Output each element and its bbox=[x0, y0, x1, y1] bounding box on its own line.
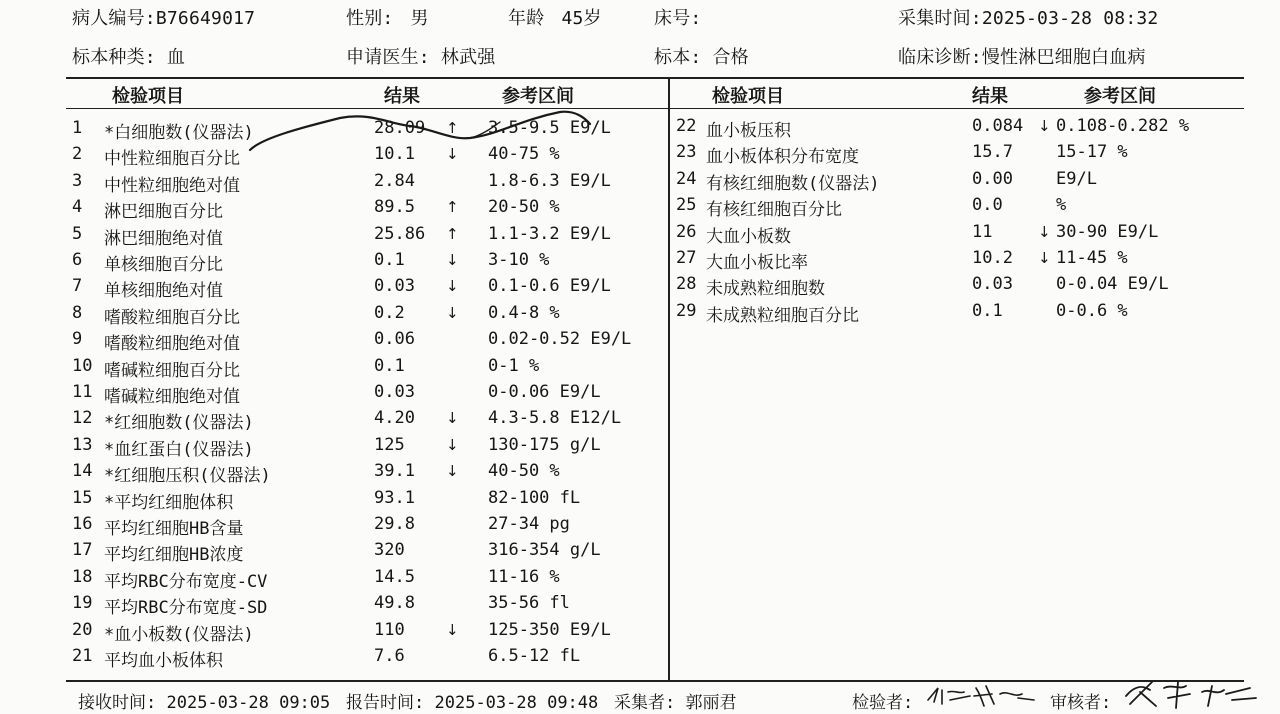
result-value: 25.86 bbox=[374, 223, 426, 244]
item-name: 嗜酸粒细胞百分比 bbox=[104, 307, 240, 328]
left-col-item-header: 检验项目 bbox=[112, 86, 184, 107]
abnormal-flag-icon: ↓ bbox=[446, 435, 459, 454]
reference-range: % bbox=[1056, 195, 1067, 216]
reference-range: 20-50 % bbox=[488, 197, 560, 218]
table-row bbox=[72, 620, 662, 644]
item-name: *白细胞数(仪器法) bbox=[104, 123, 254, 143]
receive-time-value: 2025-03-28 09:05 bbox=[166, 693, 331, 713]
row-number: 19 bbox=[72, 593, 93, 614]
bed-label: 床号: bbox=[654, 8, 702, 29]
row-number: 2 bbox=[72, 144, 83, 165]
table-row bbox=[72, 435, 662, 459]
diagnosis-field bbox=[898, 43, 1146, 69]
row-number: 8 bbox=[72, 302, 83, 323]
result-value: 93.1 bbox=[374, 487, 415, 508]
item-name: 未成熟粒细胞数 bbox=[706, 279, 825, 300]
result-value: 0.2 bbox=[374, 302, 405, 323]
row-number: 6 bbox=[72, 250, 83, 270]
abnormal-flag-icon: ↓ bbox=[1038, 117, 1051, 135]
item-name: 单核细胞百分比 bbox=[104, 255, 223, 275]
reference-range: 3.5-9.5 E9/L bbox=[488, 118, 611, 138]
abnormal-flag-icon: ↓ bbox=[446, 277, 459, 296]
abnormal-flag-icon: ↓ bbox=[1038, 222, 1051, 241]
item-name: 嗜碱粒细胞绝对值 bbox=[104, 387, 240, 407]
report-time-label: 报告时间: bbox=[346, 693, 425, 713]
reference-range: 0-1 % bbox=[488, 355, 540, 376]
table-row bbox=[72, 408, 662, 432]
reference-range: 0-0.04 E9/L bbox=[1056, 274, 1169, 295]
result-value: 10.2 bbox=[972, 248, 1013, 268]
table-row bbox=[72, 329, 662, 353]
item-name: 嗜酸粒细胞绝对值 bbox=[104, 334, 240, 355]
result-value: 320 bbox=[374, 540, 405, 561]
reference-range: 11-16 % bbox=[488, 566, 560, 587]
row-number: 18 bbox=[72, 566, 93, 587]
item-name: 平均RBC分布宽度-CV bbox=[104, 571, 268, 592]
diagnosis-label: 临床诊断: bbox=[898, 47, 982, 68]
result-value: 0.1 bbox=[374, 250, 405, 270]
age-value: 45岁 bbox=[561, 8, 602, 29]
receive-time-field bbox=[78, 688, 330, 713]
collect-time-value: 2025-03-28 08:32 bbox=[981, 8, 1159, 29]
reference-range: 4.3-5.8 E12/L bbox=[488, 408, 622, 429]
row-number: 14 bbox=[72, 461, 93, 482]
item-name: 平均红细胞HB含量 bbox=[104, 519, 244, 539]
item-name: 有核红细胞百分比 bbox=[706, 200, 842, 221]
item-name: 淋巴细胞百分比 bbox=[104, 202, 223, 223]
table-row bbox=[676, 222, 1236, 246]
row-number: 17 bbox=[72, 540, 93, 561]
item-name: 大血小板数 bbox=[706, 226, 791, 247]
inspector-signature bbox=[924, 680, 1044, 710]
row-number: 29 bbox=[676, 300, 697, 321]
table-row bbox=[676, 116, 1236, 140]
reference-range: 0-0.06 E9/L bbox=[488, 382, 601, 402]
abnormal-flag-icon: ↓ bbox=[446, 251, 459, 269]
table-row bbox=[72, 646, 662, 670]
result-value: 0.03 bbox=[374, 276, 415, 297]
table-row bbox=[72, 171, 662, 195]
item-name: *红细胞压积(仪器法) bbox=[104, 466, 271, 487]
table-row bbox=[72, 567, 662, 591]
right-col-result-header: 结果 bbox=[972, 86, 1008, 107]
receive-time-label: 接收时间: bbox=[78, 693, 157, 713]
row-number: 25 bbox=[676, 195, 697, 216]
age-field bbox=[508, 4, 602, 30]
item-name: *红细胞数(仪器法) bbox=[104, 413, 254, 434]
row-number: 26 bbox=[676, 221, 697, 242]
result-value: 11 bbox=[972, 221, 993, 242]
row-number: 20 bbox=[72, 619, 93, 640]
row-number: 22 bbox=[676, 116, 697, 136]
result-value: 110 bbox=[374, 619, 405, 640]
table-row bbox=[676, 301, 1236, 325]
header-rule-top bbox=[66, 77, 1244, 79]
reference-range: 130-175 g/L bbox=[488, 434, 601, 455]
result-value: 4.20 bbox=[374, 408, 415, 429]
item-name: 有核红细胞数(仪器法) bbox=[706, 173, 880, 194]
footer-rule bbox=[66, 680, 1244, 682]
collector-value: 郭丽君 bbox=[685, 693, 737, 713]
row-number: 3 bbox=[72, 170, 83, 191]
item-name: 平均红细胞HB浓度 bbox=[104, 545, 244, 566]
collector-field bbox=[614, 688, 737, 713]
item-name: 未成熟粒细胞百分比 bbox=[706, 305, 859, 326]
reference-range: 125-350 E9/L bbox=[488, 619, 611, 640]
result-value: 0.1 bbox=[972, 300, 1003, 321]
reviewer-field bbox=[1050, 688, 1111, 713]
reference-range: 82-100 fL bbox=[488, 487, 581, 508]
row-number: 7 bbox=[72, 276, 83, 297]
table-row bbox=[72, 118, 662, 142]
item-name: 平均RBC分布宽度-SD bbox=[104, 598, 268, 619]
row-number: 11 bbox=[72, 382, 93, 402]
abnormal-flag-icon: ↓ bbox=[446, 303, 459, 322]
row-number: 10 bbox=[72, 355, 93, 376]
abnormal-flag-icon: ↓ bbox=[446, 145, 459, 164]
inspector-label: 检验者: bbox=[852, 693, 914, 713]
bed-field bbox=[654, 4, 701, 30]
reference-range: 1.1-3.2 E9/L bbox=[488, 223, 611, 244]
abnormal-flag-icon: ↓ bbox=[1038, 249, 1051, 267]
table-row bbox=[676, 195, 1236, 219]
inspector-field bbox=[852, 688, 913, 713]
table-row bbox=[676, 169, 1236, 193]
result-value: 0.03 bbox=[972, 274, 1013, 295]
result-value: 49.8 bbox=[374, 593, 415, 614]
patient-id-field bbox=[72, 4, 255, 30]
table-row bbox=[676, 248, 1236, 272]
abnormal-flag-icon: ↑ bbox=[446, 224, 459, 243]
reference-range: 0.02-0.52 E9/L bbox=[488, 329, 632, 350]
row-number: 28 bbox=[676, 274, 697, 295]
collector-label: 采集者: bbox=[614, 693, 676, 713]
result-value: 15.7 bbox=[972, 142, 1013, 163]
abnormal-flag-icon: ↓ bbox=[446, 409, 459, 428]
result-value: 0.00 bbox=[972, 168, 1013, 189]
specimen-status-value: 合格 bbox=[712, 47, 749, 68]
specimen-type-label: 标本种类: bbox=[72, 47, 156, 68]
row-number: 21 bbox=[72, 646, 93, 666]
reference-range: 27-34 pg bbox=[488, 514, 570, 534]
reference-range: 35-56 fl bbox=[488, 593, 570, 614]
sex-value: 男 bbox=[410, 8, 429, 29]
result-value: 7.6 bbox=[374, 646, 405, 666]
result-value: 125 bbox=[374, 434, 405, 455]
result-value: 39.1 bbox=[374, 461, 415, 482]
reference-range: 0.4-8 % bbox=[488, 302, 560, 323]
abnormal-flag-icon: ↑ bbox=[446, 198, 459, 217]
result-value: 28.09 bbox=[374, 118, 426, 138]
reference-range: 316-354 g/L bbox=[488, 540, 601, 561]
reference-range: 11-45 % bbox=[1056, 248, 1128, 268]
row-number: 16 bbox=[72, 514, 93, 534]
sex-label: 性别: bbox=[346, 8, 394, 29]
item-name: 血小板体积分布宽度 bbox=[706, 147, 859, 168]
reference-range: 6.5-12 fL bbox=[488, 646, 581, 666]
result-value: 0.1 bbox=[374, 355, 405, 376]
row-number: 9 bbox=[72, 329, 83, 350]
table-row bbox=[72, 303, 662, 327]
table-row bbox=[72, 461, 662, 485]
table-row bbox=[72, 514, 662, 538]
abnormal-flag-icon: ↓ bbox=[446, 462, 459, 481]
result-value: 89.5 bbox=[374, 197, 415, 218]
result-value: 10.1 bbox=[374, 144, 415, 165]
row-number: 4 bbox=[72, 197, 83, 218]
row-number: 13 bbox=[72, 434, 93, 455]
result-value: 0.03 bbox=[374, 382, 415, 402]
left-col-range-header: 参考区间 bbox=[502, 86, 574, 107]
reference-range: 40-75 % bbox=[488, 144, 560, 165]
reference-range: 30-90 E9/L bbox=[1056, 221, 1159, 242]
specimen-type-value: 血 bbox=[166, 47, 186, 68]
row-number: 15 bbox=[72, 487, 93, 508]
doctor-label: 申请医生: bbox=[346, 47, 430, 68]
table-row bbox=[676, 274, 1236, 298]
item-name: 淋巴细胞绝对值 bbox=[104, 228, 223, 249]
row-number: 12 bbox=[72, 408, 93, 429]
table-row bbox=[72, 488, 662, 512]
row-number: 1 bbox=[72, 118, 83, 138]
doctor-field bbox=[346, 43, 496, 69]
header-rule-bottom bbox=[66, 108, 1244, 109]
table-row bbox=[676, 142, 1236, 166]
result-value: 29.8 bbox=[374, 514, 415, 534]
specimen-status-field bbox=[654, 43, 749, 69]
table-row bbox=[72, 593, 662, 617]
age-label: 年龄 bbox=[508, 8, 545, 29]
reference-range: 3-10 % bbox=[488, 250, 550, 270]
column-divider bbox=[668, 78, 670, 680]
item-name: 嗜碱粒细胞百分比 bbox=[104, 360, 240, 381]
result-value: 14.5 bbox=[374, 566, 415, 587]
row-number: 23 bbox=[676, 142, 697, 163]
report-time-value: 2025-03-28 09:48 bbox=[434, 693, 599, 713]
reference-range: 15-17 % bbox=[1056, 142, 1128, 163]
result-value: 0.06 bbox=[374, 329, 415, 350]
abnormal-flag-icon: ↓ bbox=[446, 620, 459, 639]
table-row bbox=[72, 540, 662, 564]
right-col-item-header: 检验项目 bbox=[712, 86, 784, 107]
result-value: 2.84 bbox=[374, 170, 415, 191]
specimen-status-label: 标本: bbox=[654, 47, 702, 68]
result-value: 0.0 bbox=[972, 195, 1003, 216]
item-name: *血红蛋白(仪器法) bbox=[104, 439, 254, 460]
item-name: 中性粒细胞百分比 bbox=[104, 149, 240, 170]
reviewer-label: 审核者: bbox=[1050, 693, 1112, 713]
report-time-field bbox=[346, 688, 598, 713]
table-row bbox=[72, 144, 662, 168]
reference-range: E9/L bbox=[1056, 168, 1097, 189]
reference-range: 1.8-6.3 E9/L bbox=[488, 170, 611, 191]
sex-field bbox=[346, 4, 429, 30]
item-name: *平均红细胞体积 bbox=[104, 492, 234, 513]
row-number: 24 bbox=[676, 168, 697, 189]
reference-range: 40-50 % bbox=[488, 461, 560, 482]
item-name: 平均血小板体积 bbox=[104, 651, 223, 671]
item-name: 血小板压积 bbox=[706, 121, 791, 141]
collect-time-label: 采集时间: bbox=[898, 8, 982, 29]
patient-id-value: B76649017 bbox=[155, 8, 256, 29]
item-name: 大血小板比率 bbox=[706, 253, 808, 273]
doctor-value: 林武强 bbox=[440, 47, 496, 68]
patient-id-label: 病人编号: bbox=[72, 8, 156, 29]
item-name: *血小板数(仪器法) bbox=[104, 624, 254, 645]
reference-range: 0.108-0.282 % bbox=[1056, 116, 1190, 136]
right-col-range-header: 参考区间 bbox=[1084, 86, 1156, 107]
diagnosis-value: 慢性淋巴细胞白血病 bbox=[981, 47, 1146, 68]
table-row bbox=[72, 197, 662, 221]
left-col-result-header: 结果 bbox=[384, 86, 420, 107]
item-name: 中性粒细胞绝对值 bbox=[104, 175, 240, 196]
item-name: 单核细胞绝对值 bbox=[104, 281, 223, 302]
reference-range: 0-0.6 % bbox=[1056, 300, 1128, 321]
reviewer-signature bbox=[1120, 676, 1260, 712]
abnormal-flag-icon: ↑ bbox=[446, 119, 459, 137]
table-row bbox=[72, 382, 662, 406]
collect-time-field bbox=[898, 4, 1158, 30]
table-row bbox=[72, 224, 662, 248]
table-row bbox=[72, 276, 662, 300]
result-value: 0.084 bbox=[972, 116, 1024, 136]
specimen-type-field bbox=[72, 43, 185, 69]
table-row bbox=[72, 356, 662, 380]
row-number: 5 bbox=[72, 223, 83, 244]
reference-range: 0.1-0.6 E9/L bbox=[488, 276, 611, 297]
table-row bbox=[72, 250, 662, 274]
row-number: 27 bbox=[676, 248, 697, 268]
